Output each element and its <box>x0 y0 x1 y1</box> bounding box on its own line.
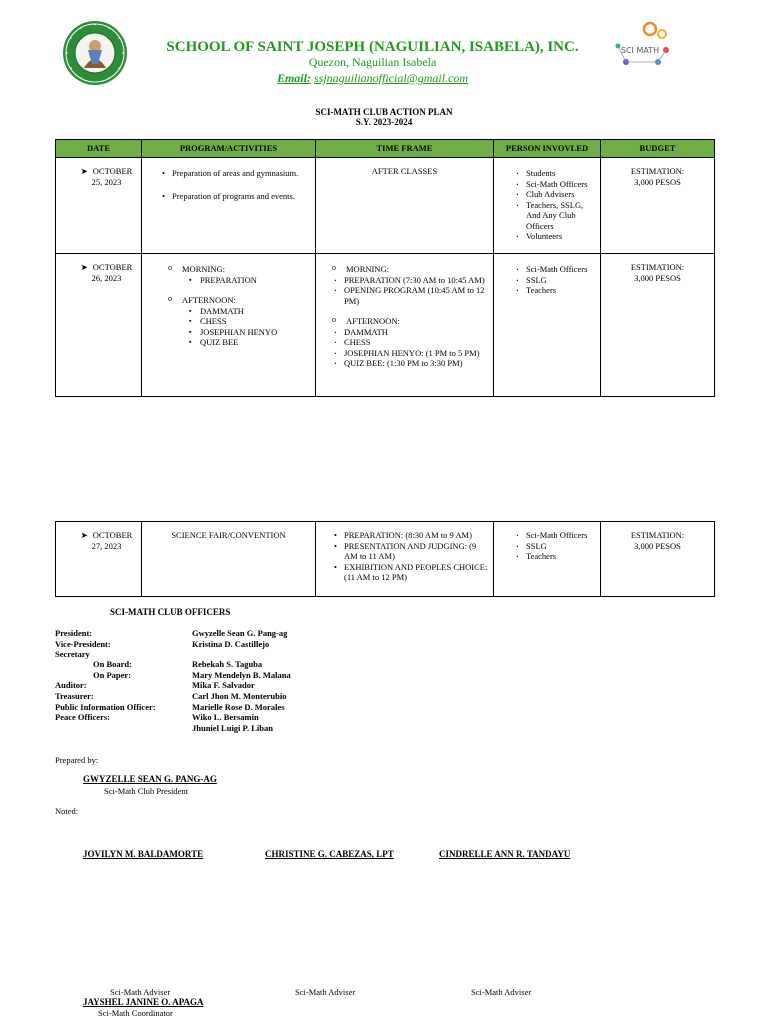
time-frame-cell <box>316 522 494 597</box>
pio-name: Marielle Rose D. Morales <box>192 702 285 712</box>
date-cell <box>56 522 142 597</box>
preparer-name: GWYZELLE SEAN G. PANG-AG <box>83 774 217 784</box>
date-cell <box>56 254 142 397</box>
peace-officer-name: Wiko L. Bersamin <box>192 712 259 722</box>
header-date: DATE <box>56 140 142 158</box>
budget-cell <box>601 522 715 597</box>
list-item: · Sci-Math Officers <box>514 264 596 275</box>
morning-label: o MORNING: <box>332 264 489 275</box>
vp-label: Vice-President: <box>55 639 111 649</box>
adviser-role: Sci-Math Adviser <box>471 987 532 997</box>
date-month: OCTOBER <box>92 530 133 540</box>
preparer-role: Sci-Math Club President <box>104 786 189 796</box>
budget-value: 3,000 PESOS <box>634 176 681 187</box>
afternoon-label: o AFTERNOON: <box>168 295 311 306</box>
list-item: · JOSEPHIAN HENYO: (1 PM to 5 PM) <box>332 348 489 359</box>
school-address: Quezon, Naguilian Isabela <box>308 55 437 69</box>
persons-cell <box>494 522 601 597</box>
list-item: • PREPARATION: (8:30 AM to 9 AM) <box>332 530 489 541</box>
list-item: • EXHIBITION AND PEOPLES CHOICE: (11 AM to 12 PM) <box>332 562 489 583</box>
list-item: • Preparation of areas and gymnasium. <box>160 168 311 179</box>
time-frame-cell <box>316 254 494 397</box>
email-label: Email: <box>276 71 311 85</box>
email-link[interactable]: ssjnaguilianofficial@gmail.com <box>313 71 469 85</box>
action-plan-table <box>55 139 715 397</box>
prepared-by-label: Prepared by: <box>55 755 99 765</box>
coordinator-role: Sci-Math Coordinator <box>98 1008 173 1018</box>
adviser-role: Sci-Math Adviser <box>295 987 356 997</box>
on-board-name: Rebekah S. Taguba <box>192 659 263 669</box>
on-paper-label: On Paper: <box>93 670 132 680</box>
list-item: · Teachers, SSLG, And Any Club Officers <box>514 200 596 232</box>
officers-title: SCI-MATH CLUB OFFICERS <box>110 607 231 617</box>
list-item: · Teachers <box>514 285 596 296</box>
sci-math-logo-text: SCI MATH <box>620 46 660 55</box>
president-label: President: <box>55 628 93 638</box>
list-item: · Students <box>514 168 596 179</box>
adviser-name: CINDRELLE ANN R. TANDAYU <box>439 849 571 859</box>
persons-cell <box>494 254 601 397</box>
noted-label: Noted: <box>55 806 79 816</box>
list-item: · Volunteers <box>514 231 596 242</box>
budget-label: ESTIMATION: <box>630 166 685 176</box>
vp-name: Kristina D. Castillejo <box>192 639 270 649</box>
table-header-row <box>56 140 715 158</box>
date-day: 26, 2023 <box>91 272 122 283</box>
school-year: S.Y. 2023-2024 <box>355 117 413 127</box>
list-item: ▪ QUIZ BEE <box>188 337 311 348</box>
list-item: · Sci-Math Officers <box>514 179 596 190</box>
header-time-frame: TIME FRAME <box>316 140 494 158</box>
plan-title: SCI-MATH CLUB ACTION PLAN <box>315 107 453 117</box>
on-paper-name: Mary Mendelyn B. Malana <box>192 670 291 680</box>
auditor-label: Auditor: <box>55 680 87 690</box>
list-item: · SSLG <box>514 541 596 552</box>
arrow-bullet-icon: ➤ <box>80 262 88 272</box>
list-item: · PREPARATION (7:30 AM to 10:45 AM) <box>332 275 489 286</box>
header-budget: BUDGET <box>601 140 715 158</box>
list-item: · SSLG <box>514 275 596 286</box>
list-item: · QUIZ BEE: (1:30 PM to 3:30 PM) <box>332 358 489 369</box>
peace-officer-name: Jhuniel Luigi P. Liban <box>192 723 273 733</box>
list-item: ▪ CHESS <box>188 316 311 327</box>
budget-label: ESTIMATION: <box>630 530 685 540</box>
table-row <box>56 158 715 254</box>
auditor-name: Mika F. Salvador <box>192 680 255 690</box>
time-frame-cell: AFTER CLASSES <box>316 158 494 254</box>
budget-cell <box>601 254 715 397</box>
afternoon-label: o AFTERNOON: <box>332 316 489 327</box>
list-item: ▪ PREPARATION <box>188 275 311 286</box>
adviser-name: CHRISTINE G. CABEZAS, LPT <box>265 849 394 859</box>
secretary-label: Secretary <box>55 649 90 659</box>
list-item: • Preparation of programs and events. <box>160 191 311 202</box>
budget-cell <box>601 158 715 254</box>
list-item: · Sci-Math Officers <box>514 530 596 541</box>
list-item: • PRESENTATION AND JUDGING: (9 AM to 11 AM) <box>332 541 489 562</box>
treasurer-label: Treasurer: <box>55 691 94 701</box>
president-name: Gwyzelle Sean G. Pang-ag <box>192 628 288 638</box>
sci-math-logo <box>606 20 678 74</box>
school-seal-logo <box>62 20 128 86</box>
budget-label: ESTIMATION: <box>630 262 685 272</box>
pio-label: Public Information Officer: <box>55 702 156 712</box>
school-name: SCHOOL OF SAINT JOSEPH (NAGUILIAN, ISABELA), INC. <box>166 39 579 55</box>
date-month: OCTOBER <box>92 166 133 176</box>
header-activities: PROGRAM/ACTIVITIES <box>142 140 316 158</box>
arrow-bullet-icon: ➤ <box>80 166 88 176</box>
treasurer-name: Carl Jhon M. Monterubio <box>192 691 287 701</box>
coordinator-name: JAYSHEL JANINE O. APAGA <box>83 997 204 1007</box>
list-item: · Club Advisers <box>514 189 596 200</box>
list-item: · DAMMATH <box>332 327 489 338</box>
action-plan-table-continued <box>55 521 715 597</box>
header-persons: PERSON INVOVLED <box>494 140 601 158</box>
on-board-label: On Board: <box>93 659 132 669</box>
list-item: ▪ DAMMATH <box>188 306 311 317</box>
list-item: · CHESS <box>332 337 489 348</box>
arrow-bullet-icon: ➤ <box>80 530 88 540</box>
table-row <box>56 522 715 597</box>
budget-value: 3,000 PESOS <box>634 540 681 551</box>
list-item: · OPENING PROGRAM (10:45 AM to 12 PM) <box>332 285 489 306</box>
adviser-name: JOVILYN M. BALDAMORTE <box>83 849 204 859</box>
date-cell <box>56 158 142 254</box>
table-row <box>56 254 715 397</box>
peace-officers-label: Peace Officers: <box>55 712 110 722</box>
date-day: 27, 2023 <box>91 540 122 551</box>
persons-cell <box>494 158 601 254</box>
date-day: 25, 2023 <box>91 176 122 187</box>
activities-cell <box>142 254 316 397</box>
list-item: · Teachers <box>514 551 596 562</box>
activities-cell: SCIENCE FAIR/CONVENTION <box>142 522 316 597</box>
school-email <box>140 71 605 85</box>
list-item: ▪ JOSEPHIAN HENYO <box>188 327 311 338</box>
activities-cell <box>142 158 316 254</box>
budget-value: 3,000 PESOS <box>634 272 681 283</box>
adviser-role: Sci-Math Adviser <box>110 987 171 997</box>
morning-label: o MORNING: <box>168 264 311 275</box>
date-month: OCTOBER <box>92 262 133 272</box>
document-title <box>0 107 768 127</box>
